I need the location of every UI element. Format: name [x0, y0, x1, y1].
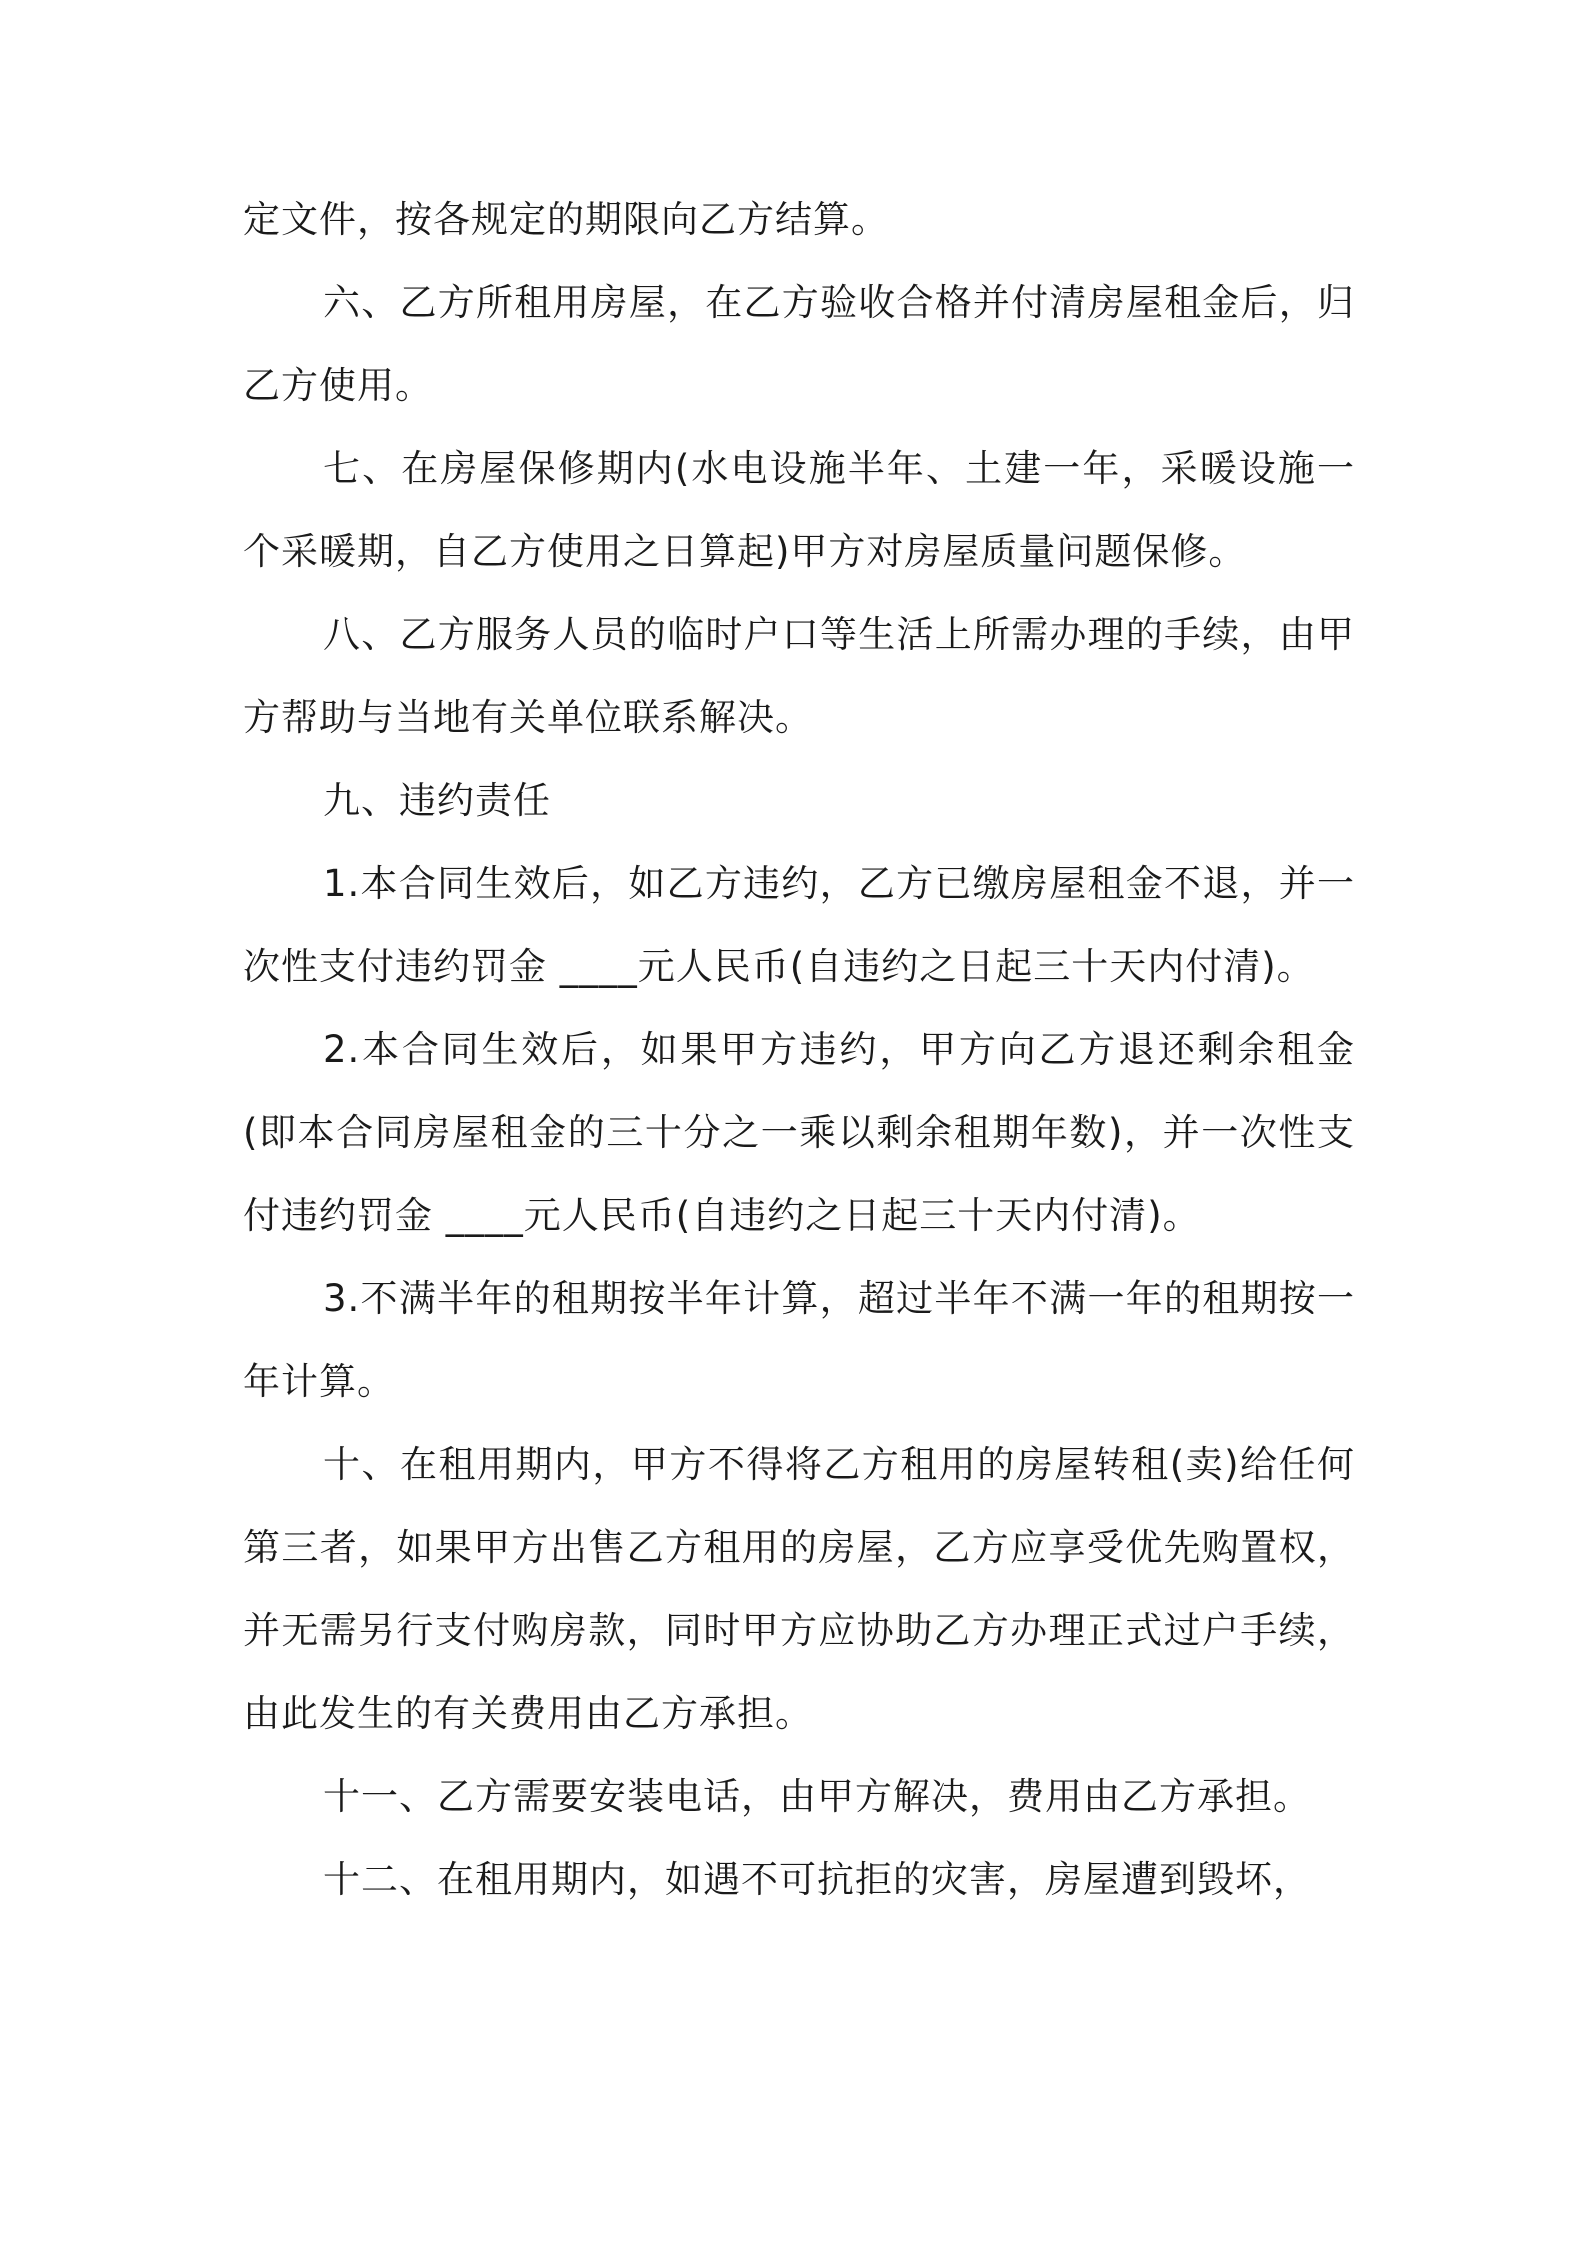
paragraph-clause-7: 七、在房屋保修期内(水电设施半年、土建一年，采暖设施一个采暖期，自乙方使用之日算起)甲方对房屋质量问题保修。 — [243, 447, 1355, 573]
paragraph-clause-9-item-1: 1.本合同生效后，如乙方违约，乙方已缴房屋租金不退，并一次性支付违约罚金 ____元人民币(自违约之日起三十天内付清)。 — [243, 862, 1355, 988]
paragraph-clause-11: 十一、乙方需要安装电话，由甲方解决，费用由乙方承担。 — [323, 1775, 1311, 1818]
paragraph-settlement-continued: 定文件，按各规定的期限向乙方结算。 — [243, 198, 889, 241]
document-page — [243, 178, 1355, 1921]
paragraph-clause-9-heading: 九、违约责任 — [323, 779, 551, 822]
paragraph-clause-10: 十、在租用期内，甲方不得将乙方租用的房屋转租(卖)给任何第三者，如果甲方出售乙方租用的房屋，乙方应享受优先购置权，并无需另行支付购房款，同时甲方应协助乙方办理正式过户手续，由此发生的有关费用由乙方承担。 — [243, 1443, 1355, 1735]
paragraph-clause-9-item-3: 3.不满半年的租期按半年计算，超过半年不满一年的租期按一年计算。 — [243, 1277, 1355, 1403]
paragraph-clause-6: 六、乙方所租用房屋，在乙方验收合格并付清房屋租金后，归乙方使用。 — [243, 281, 1355, 407]
paragraph-clause-12: 十二、在租用期内，如遇不可抗拒的灾害，房屋遭到毁坏， — [323, 1858, 1311, 1901]
paragraph-clause-8: 八、乙方服务人员的临时户口等生活上所需办理的手续，由甲方帮助与当地有关单位联系解决。 — [243, 613, 1355, 739]
paragraph-clause-9-item-2: 2.本合同生效后，如果甲方违约，甲方向乙方退还剩余租金(即本合同房屋租金的三十分之一乘以剩余租期年数)，并一次性支付违约罚金 ____元人民币(自违约之日起三十天内付清)。 — [243, 1028, 1355, 1237]
